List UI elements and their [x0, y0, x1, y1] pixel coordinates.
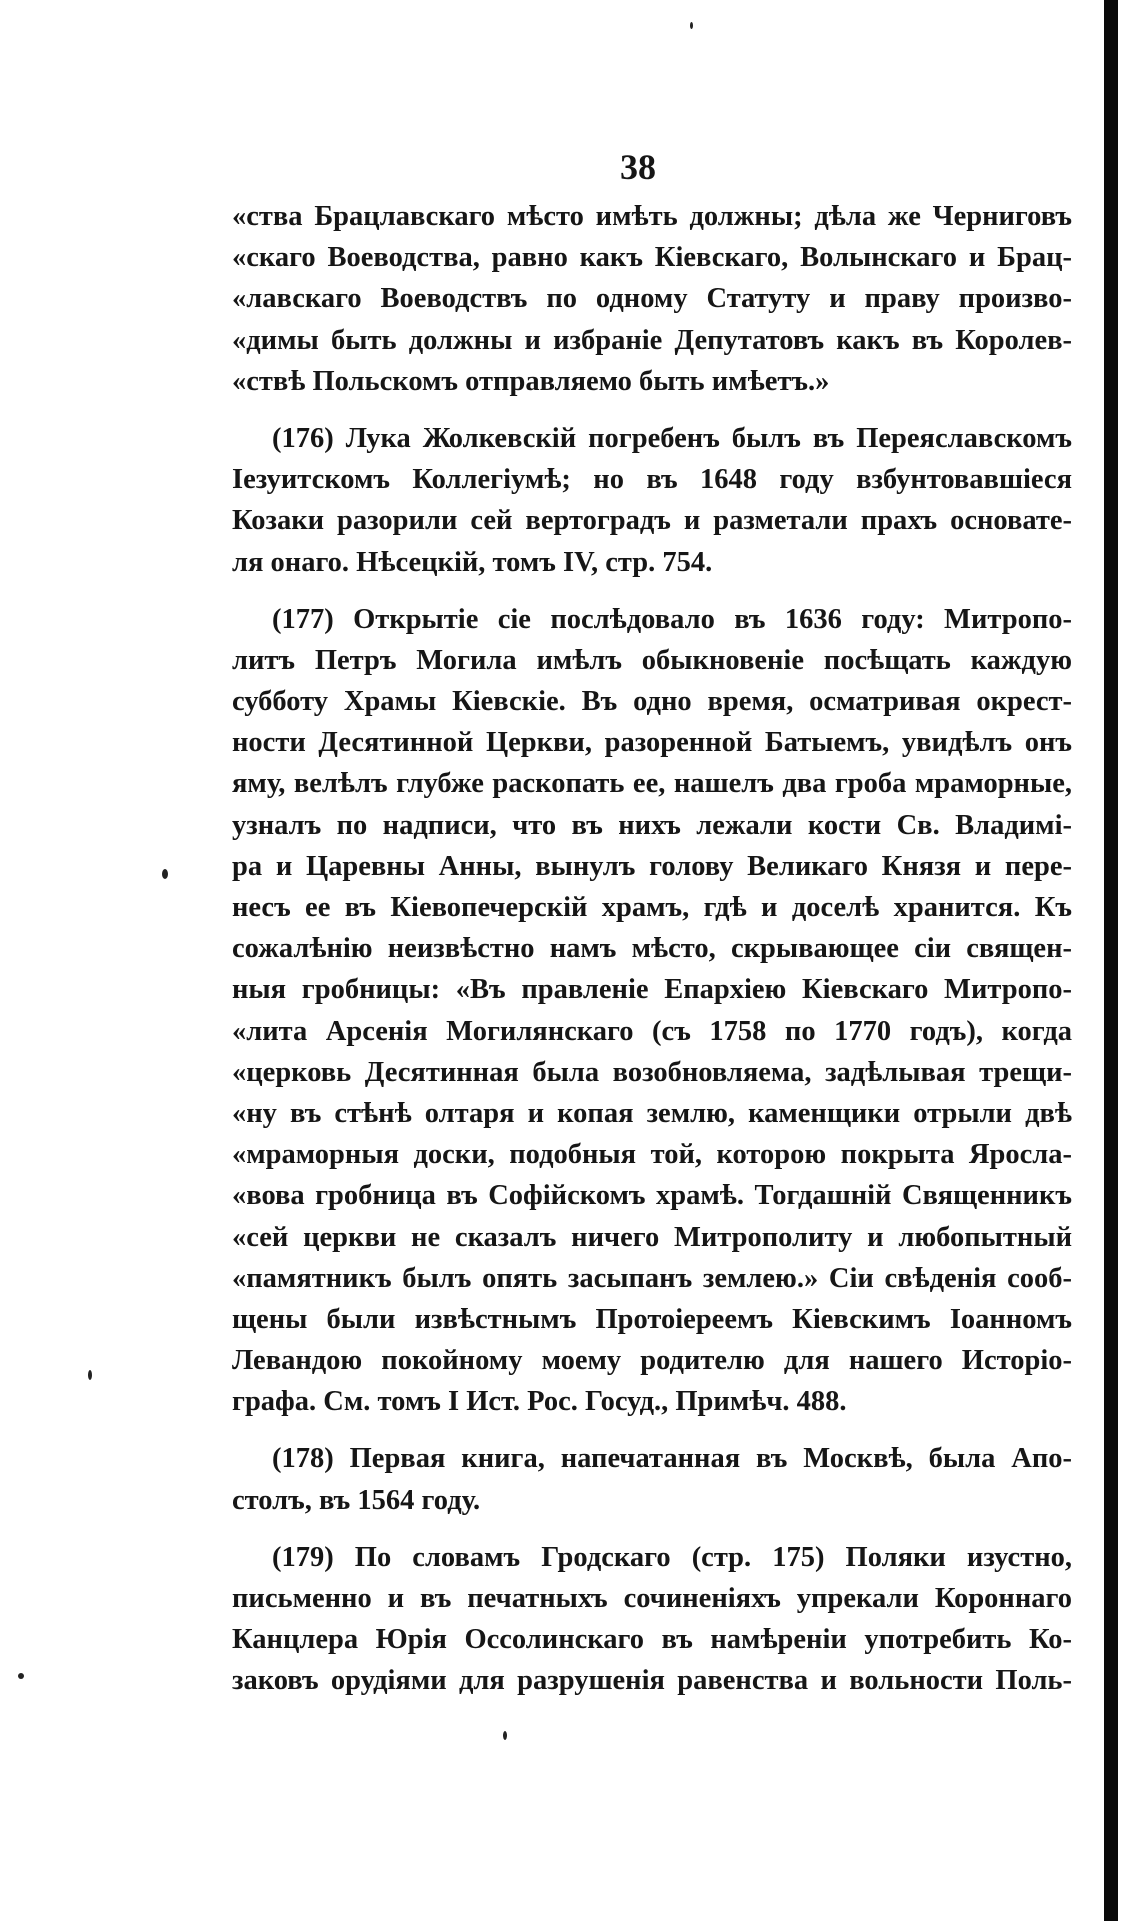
scan-speck: [162, 869, 168, 879]
text-line: графа. См. томъ I Ист. Рос. Госуд., Примѣч. 488.: [232, 1386, 847, 1418]
text-line: Левандою покойному моему родителю для нашего Исторіо-: [232, 1345, 1072, 1377]
text-line: (177) Открытіе сіе послѣдовало въ 1636 году: Митропо-: [272, 603, 1072, 635]
text-line: (176) Лука Жолкевскій погребенъ былъ въ Переяславскомъ: [272, 422, 1072, 454]
note-178: [232, 1438, 1072, 1520]
text-line: субботу Храмы Кіевскіе. Въ одно время, осматривая окрест-: [232, 686, 1072, 718]
text-line: ля онаго. Нѣсецкій, томъ IV, стр. 754.: [232, 546, 713, 578]
note-179: [232, 1537, 1072, 1702]
text-line: узналъ по надписи, что въ нихъ лежали кости Св. Владимі-: [232, 809, 1072, 841]
text-line: «ну въ стѣнѣ олтаря и копая землю, каменщики отрыли двѣ: [232, 1097, 1072, 1129]
page-text: [232, 196, 1072, 1702]
text-line: «церковь Десятинная была возобновляема, задѣлывая трещи-: [232, 1056, 1072, 1088]
text-line: «мраморныя доски, подобныя той, которою покрыта Яросла-: [232, 1139, 1072, 1171]
text-line: несъ ее въ Кіевопечерскій храмъ, гдѣ и доселѣ хранится. Къ: [232, 892, 1072, 923]
text-line: «сей церкви не сказалъ ничего Митрополиту и любопытный: [232, 1221, 1072, 1253]
scan-speck: [18, 1673, 24, 1679]
text-line: Іезуитскомъ Коллегіумѣ; но въ 1648 году взбунтовавшіеся: [232, 464, 1072, 496]
text-line: щены были извѣстнымъ Протоіереемъ Кіевскимъ Іоанномъ: [232, 1303, 1072, 1335]
text-line: «ства Брацлавскаго мѣсто имѣть должны; дѣла же Черниговъ: [232, 201, 1072, 232]
text-line: «памятникъ былъ опять засыпанъ землею.» Сіи свѣденія сооб-: [232, 1262, 1072, 1294]
note-177: [232, 599, 1072, 1423]
text-line: литъ Петръ Могила имѣлъ обыкновеніе посѣщать каждую: [232, 644, 1072, 676]
text-line: заковъ орудіями для разрушенія равенства и вольности Поль-: [232, 1665, 1072, 1697]
page-number: 38: [620, 147, 656, 187]
text-line: ныя гробницы: «Въ правленіе Епархіею Кіевскаго Митропо-: [232, 974, 1072, 1006]
page-edge-shadow: [1104, 0, 1118, 1921]
text-line: «ствѣ Польскомъ отправляемо быть имѣетъ.»: [232, 365, 830, 397]
note-176: [232, 418, 1072, 583]
text-line: «димы быть должны и избраніе Депутатовъ какъ въ Королев-: [232, 324, 1072, 356]
text-line: «лавскаго Воеводствъ по одному Статуту и праву произво-: [232, 283, 1072, 315]
text-line: Козаки разорили сей вертоградъ и разметали прахъ основате-: [232, 505, 1072, 537]
text-line: (179) По словамъ Гродскаго (стр. 175) Поляки изустно,: [272, 1541, 1072, 1573]
text-line: ности Десятинной Церкви, разоренной Батыемъ, увидѣлъ онъ: [232, 727, 1072, 759]
text-line: (178) Первая книга, напечатанная въ Москвѣ, была Апо-: [272, 1443, 1072, 1475]
text-line: «лита Арсенія Могилянскаго (съ 1758 по 1770 годъ), когда: [232, 1015, 1072, 1047]
scan-speck: [88, 1370, 92, 1380]
text-line: столъ, въ 1564 году.: [232, 1484, 481, 1516]
text-line: сожалѣнію неизвѣстно намъ мѣсто, скрывающее сіи священ-: [232, 933, 1072, 965]
text-line: Канцлера Юрія Оссолинскаго въ намѣреніи употребить Ко-: [232, 1624, 1072, 1656]
text-line: «скаго Воеводства, равно какъ Кіевскаго, Волынскаго и Брац-: [232, 242, 1072, 274]
paragraph-quote-continuation: [232, 196, 1072, 402]
text-line: «вова гробница въ Софійскомъ храмѣ. Тогдашній Священникъ: [232, 1180, 1072, 1212]
text-line: ра и Царевны Анны, вынулъ голову Великаго Князя и пере-: [232, 850, 1072, 882]
scan-speck: [690, 22, 693, 29]
text-line: яму, велѣлъ глубже раскопать ее, нашелъ два гроба мраморные,: [232, 768, 1072, 800]
scan-speck: [503, 1731, 507, 1740]
text-line: письменно и въ печатныхъ сочиненіяхъ упрекали Короннаго: [232, 1583, 1072, 1614]
